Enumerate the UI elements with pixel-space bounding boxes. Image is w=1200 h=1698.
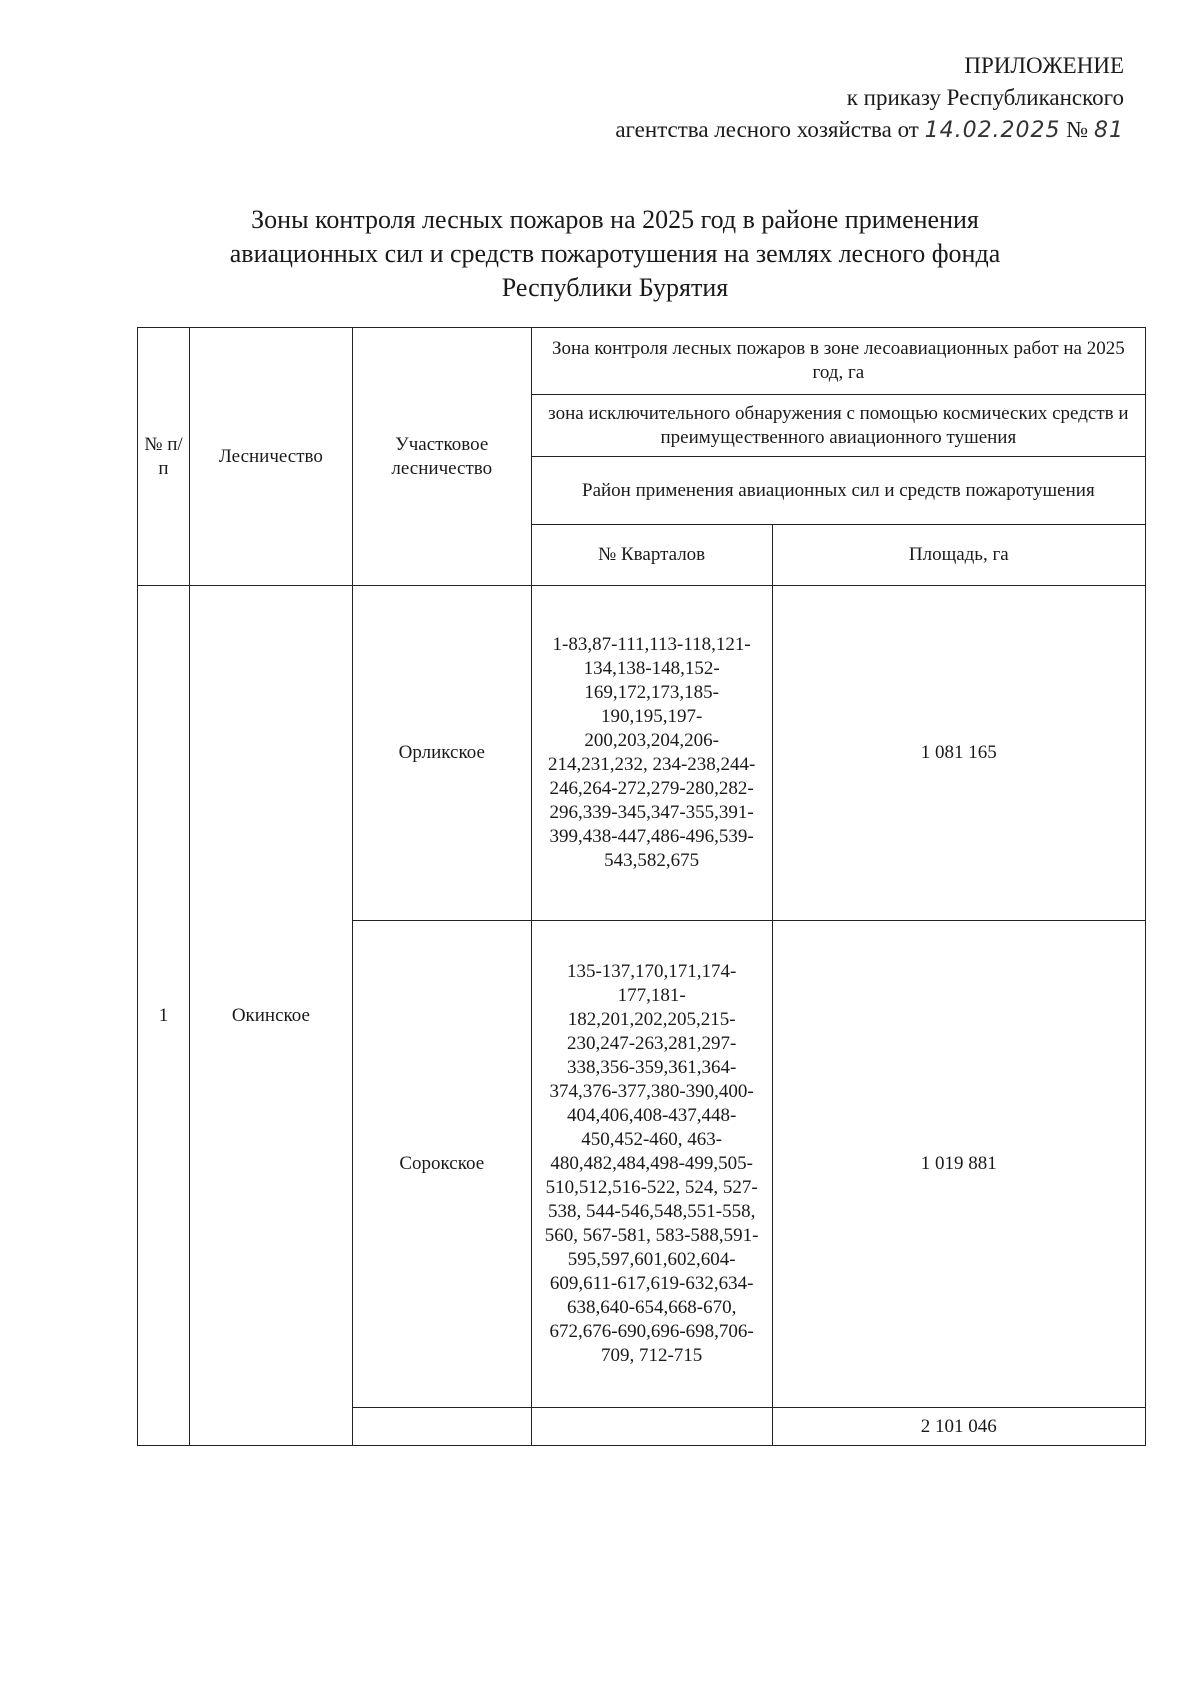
table-row [138, 586, 1146, 921]
title-line-2: авиационных сил и средств пожаротушения на землях лесного фонда [229, 239, 1001, 268]
document-title [150, 203, 1080, 305]
appendix-header [615, 50, 1124, 147]
agency-name: агентства лесного хозяйства от [615, 117, 919, 142]
order-reference: к приказу Республиканского [846, 85, 1124, 110]
row-num: 1 [138, 586, 190, 1446]
header-area: Площадь, га [772, 525, 1145, 586]
handwritten-date: 14.02.2025 [924, 118, 1061, 143]
title-line-3: Республики Бурятия [501, 273, 729, 302]
total-district-empty [352, 1408, 531, 1446]
title-line-1: Зоны контроля лесных пожаров на 2025 год в районе применения [251, 205, 979, 234]
header-district: Участковое лесничество [352, 328, 531, 586]
handwritten-number: 81 [1094, 118, 1124, 143]
row-quarters: 135-137,170,171,174-177,181-182,201,202,205,215-230,247-263,281,297-338,356-359,361,364-374,376-377,380-390,400-404,406,408-437,448-450,452-460, 463-480,482,484,498-499,505-510,512,516-522, 524, 527-538, 544-546,548,551-558, 560, 567-581, 583-588,591-595,597,601,602,604-609,611-617,619-632,634-638,640-654,668-670, 672,676-690,696-698,706-709, 712-715 [531, 921, 772, 1408]
fire-control-zones-table [137, 327, 1146, 1446]
row-district: Сорокское [352, 921, 531, 1408]
total-quarters-empty [531, 1408, 772, 1446]
number-sign: № [1066, 117, 1089, 142]
total-area: 2 101 046 [772, 1408, 1145, 1446]
row-area: 1 019 881 [772, 921, 1145, 1408]
row-area: 1 081 165 [772, 586, 1145, 921]
row-district: Орликское [352, 586, 531, 921]
header-quarters: № Кварталов [531, 525, 772, 586]
header-area-type: Район применения авиационных сил и средств пожаротушения [531, 457, 1145, 525]
header-zone: Зона контроля лесных пожаров в зоне лесоавиационных работ на 2025 год, га [531, 328, 1145, 395]
appendix-label: ПРИЛОЖЕНИЕ [964, 53, 1124, 78]
header-forestry: Лесничество [189, 328, 352, 586]
agency-line [615, 114, 1124, 147]
row-quarters: 1-83,87-111,113-118,121-134,138-148,152-169,172,173,185-190,195,197-200,203,204,206-214,231,232, 234-238,244-246,264-272,279-280,282-296,339-345,347-355,391-399,438-447,486-496,539-543,582,675 [531, 586, 772, 921]
header-subzone: зона исключительного обнаружения с помощью космических средств и преимущественного авиационного тушения [531, 395, 1145, 457]
header-num: № п/п [138, 328, 190, 586]
row-forestry: Окинское [189, 586, 352, 1446]
